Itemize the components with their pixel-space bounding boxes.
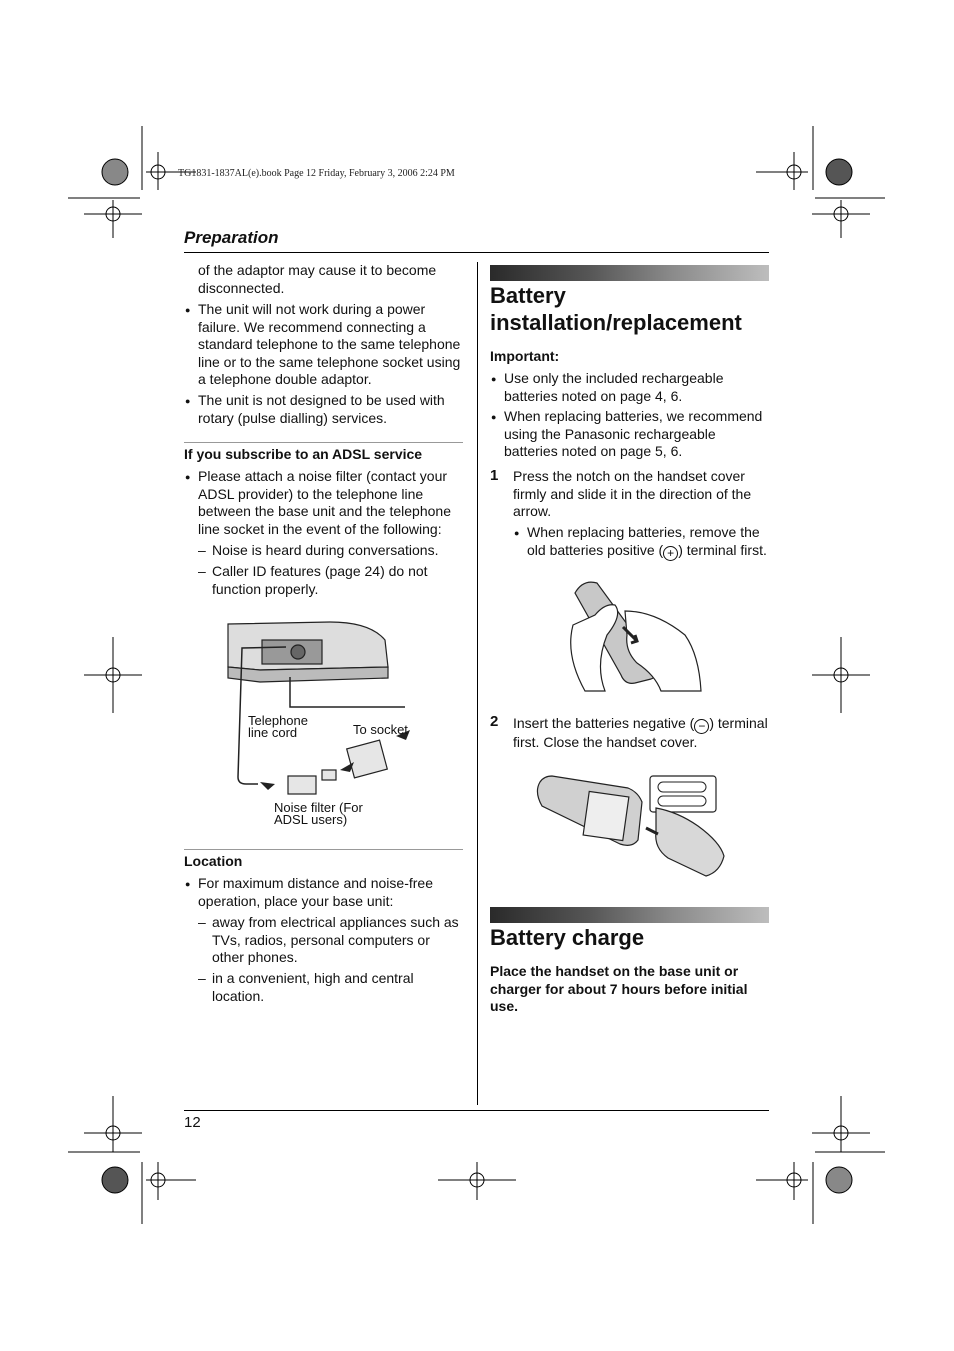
to-socket-label: To socket — [353, 722, 408, 737]
location-dash-central: – in a convenient, high and central location. — [212, 970, 464, 1005]
section-bar-battery-installation — [490, 265, 769, 281]
section-bar-battery-charge — [490, 907, 769, 923]
page-number: 12 — [184, 1114, 201, 1131]
important-bullet-panasonic: ● When replacing batteries, we recommend using the Panasonic rechargeable batteries noted on page 5, 6. — [504, 408, 769, 461]
step-2-text-b: ) terminal first. Close the handset cover. — [513, 715, 768, 750]
adsl-bullet: ● Please attach a noise filter (contact your ADSL provider) to the telephone line between the base unit and the telephone line socket in the event of the following: — [198, 468, 463, 538]
continued-text: of the adaptor may cause it to become disconnected. — [198, 262, 437, 296]
handset-cover-illustration — [565, 575, 710, 695]
step-1-text: Press the notch on the handset cover firmly and slide it in the direction of the arrow. — [513, 468, 752, 520]
step-1-sub-text-b: ) terminal first. — [678, 541, 767, 558]
location-bullet: ● For maximum distance and noise-free operation, place your base unit: — [198, 875, 463, 910]
adsl-dash-callerid: – Caller ID features (page 24) do not function properly. — [212, 563, 462, 598]
rotary-bullet: ● The unit is not designed to be used with rotary (pulse dialling) services. — [198, 392, 463, 427]
header-rule — [184, 252, 769, 253]
negative-terminal-symbol: − — [694, 719, 709, 734]
location-heading: Location — [184, 853, 243, 869]
print-header-meta: TG1831-1837AL(e).book Page 12 Friday, February 3, 2006 2:24 PM — [178, 168, 455, 179]
heading-battery-charge: Battery charge — [490, 925, 645, 950]
adsl-rule — [184, 442, 463, 443]
battery-charge-text: Place the handset on the base unit or charger for about 7 hours before initial use. — [490, 963, 748, 1015]
important-label: Important: — [490, 348, 560, 364]
step-2-number: 2 — [490, 713, 499, 730]
step-1-sub-bullet — [527, 524, 772, 561]
important-bullet-included: ● Use only the included rechargeable batteries noted on page 4, 6. — [504, 370, 766, 405]
power-failure-bullet: ● The unit will not work during a power failure. We recommend connecting a standard telephone to the same telephone line or to the same telephone socket using a telephone double adaptor. — [198, 301, 463, 389]
step-1-number: 1 — [490, 467, 499, 484]
noise-filter-label: Noise filter (For ADSL users) — [274, 800, 363, 827]
footer-rule — [184, 1110, 769, 1111]
section-title: Preparation — [184, 228, 279, 247]
adsl-dash-noise: – Noise is heard during conversations. — [212, 542, 462, 560]
location-rule — [184, 849, 463, 850]
column-divider — [477, 262, 478, 1105]
location-dash-appliances: – away from electrical appliances such as TVs, radios, personal computers or other phones. — [212, 914, 464, 967]
step-2-text — [513, 715, 768, 752]
step-1-sub-text-a: When replacing batteries, remove the old batteries positive ( — [527, 524, 760, 558]
heading-battery-installation: Battery installation/replacement — [490, 283, 742, 335]
step-2-text-a: Insert the batteries negative ( — [513, 715, 695, 731]
positive-terminal-symbol: + — [663, 546, 678, 561]
adsl-heading: If you subscribe to an ADSL service — [184, 446, 423, 462]
battery-insert-illustration — [528, 772, 728, 882]
telephone-line-cord-label: Telephone line cord — [248, 713, 308, 740]
